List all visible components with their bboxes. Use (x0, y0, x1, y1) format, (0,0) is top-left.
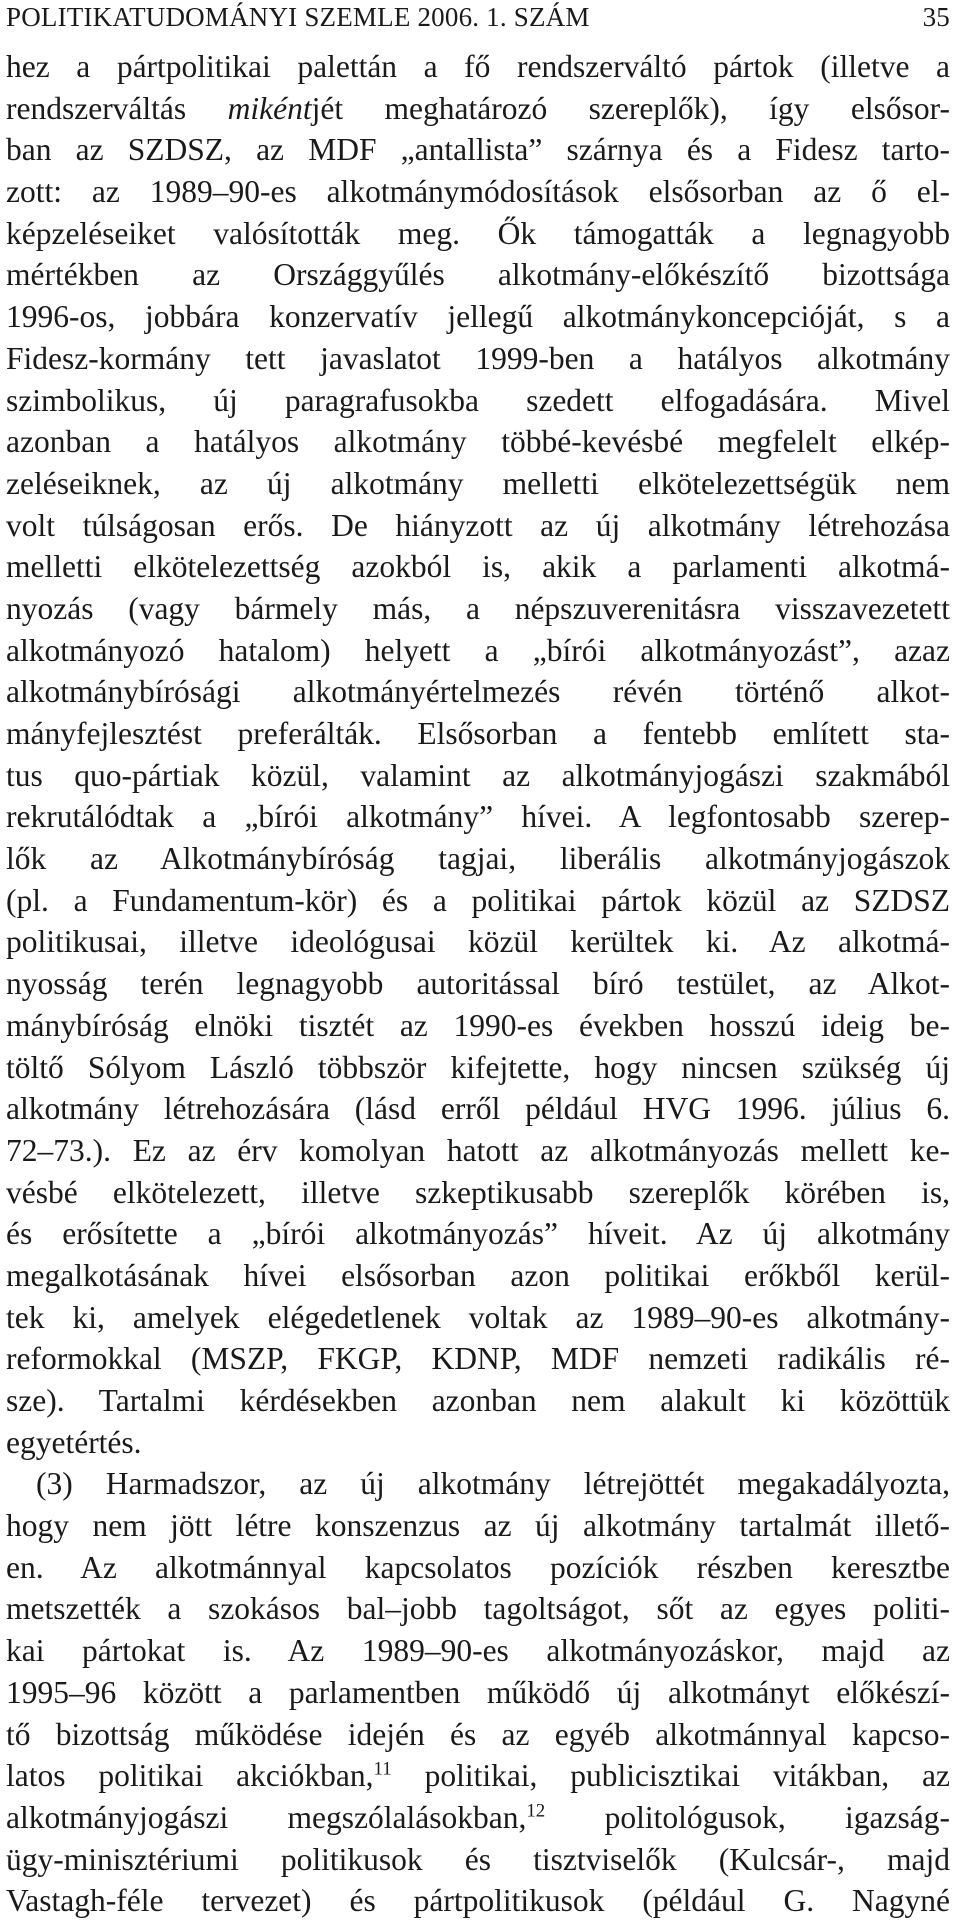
text-line: tő bizottság működése idején és az egyéb alkotmánnyal kapcso- (6, 1716, 950, 1752)
text-line: ban az SZDSZ, az MDF „antallista” szárnya és a Fidesz tarto- (6, 132, 950, 168)
text-fragment: latos politikai akciókban, (6, 1758, 374, 1794)
text-line: töltő Sólyom László többször kifejtette, hogy nincsen szükség új (6, 1049, 950, 1085)
italic-word: miként (227, 90, 312, 126)
text-fragment: alkotmányjogászi megszólalásokban, (6, 1799, 527, 1835)
text-line: alkotmánybírósági alkotmányértelmezés révén történő alkot- (6, 674, 950, 710)
text-fragment: jét meghatározó szereplők), így elsősor- (311, 90, 950, 126)
text-line: volt túlságosan erős. De hiányzott az új alkotmány létrehozása (6, 507, 950, 543)
text-line: (pl. a Fundamentum-kör) és a politikai pártok közül az SZDSZ (6, 882, 950, 918)
text-line: lők az Alkotmánybíróság tagjai, liberális alkotmányjogászok (6, 841, 950, 877)
footnote-ref-12[interactable]: 12 (526, 1800, 546, 1822)
text-line: szimbolikus, új paragrafusokba szedett elfogadására. Mivel (6, 382, 950, 418)
text-line: mánybíróság elnöki tisztét az 1990-es években hosszú ideig be- (6, 1007, 950, 1043)
text-line: Vastagh-féle tervezet) és pártpolitikusok (például G. Nagyné (6, 1883, 950, 1919)
text-line-with-footnote (6, 1797, 950, 1839)
text-line: hogy nem jött létre konszenzus az új alkotmány tartalmát illető- (6, 1508, 950, 1544)
text-line: 1995–96 között a parlamentben működő új alkotmányt előkészí- (6, 1674, 950, 1710)
text-line: metszették a szokásos bal–jobb tagoltságot, sőt az egyes politi- (6, 1591, 950, 1627)
text-line: hez a pártpolitikai palettán a fő rendszerváltó pártok (illetve a (6, 49, 950, 84)
text-line: ügy-minisztériumi politikusok és tisztviselők (Kulcsár-, majd (6, 1841, 950, 1877)
text-line: reformokkal (MSZP, FKGP, KDNP, MDF nemzeti radikális ré- (6, 1341, 950, 1377)
text-line-with-footnote (6, 1755, 950, 1797)
text-line-paragraph-start: (3) Harmadszor, az új alkotmány létrejöttét megakadályozta, (36, 1466, 950, 1502)
text-line: vésbé elkötelezett, illetve szkeptikusabb szereplők körében is, (6, 1174, 950, 1210)
text-line: rekrutálódtak a „bírói alkotmány” hívei. A legfontosabb szerep- (6, 799, 950, 835)
text-line: megalkotásának hívei elsősorban azon politikai erőkből kerül- (6, 1257, 950, 1293)
footnote-ref-11[interactable]: 11 (373, 1758, 392, 1780)
text-line: és erősítette a „bírói alkotmányozás” híveit. Az új alkotmány (6, 1216, 950, 1252)
text-line: kai pártokat is. Az 1989–90-es alkotmányozáskor, majd az (6, 1633, 950, 1669)
text-fragment: rendszerváltás (6, 90, 228, 126)
text-line: alkotmányozó hatalom) helyett a „bírói alkotmányozást”, azaz (6, 632, 950, 668)
page-number: 35 (922, 2, 950, 32)
text-line: azonban a hatályos alkotmány többé-kevésbé megfelelt elkép- (6, 424, 950, 460)
text-line: 72–73.). Ez az érv komolyan hatott az alkotmányozás mellett ke- (6, 1132, 950, 1168)
text-fragment: politológusok, igazság- (545, 1799, 950, 1835)
text-line: mányfejlesztést preferálták. Elsősorban a fentebb említett sta- (6, 716, 950, 751)
text-line-paragraph-end: egyetértés. (6, 1424, 142, 1460)
text-line: politikusai, illetve ideológusai közül kerültek ki. Az alkotmá- (6, 924, 950, 960)
text-line: en. Az alkotmánnyal kapcsolatos pozíciók részben keresztbe (6, 1549, 950, 1585)
text-line: 1996-os, jobbára konzervatív jellegű alkotmánykoncepcióját, s a (6, 299, 950, 335)
running-head (6, 0, 950, 36)
text-line: tus quo-pártiak közül, valamint az alkotmányjogászi szakmából (6, 757, 950, 793)
text-fragment: politikai, publicisztikai vitákban, az (391, 1758, 950, 1794)
text-line: alkotmány létrehozására (lásd erről például HVG 1996. július 6. (6, 1091, 950, 1127)
text-line-with-italic (6, 88, 950, 130)
body-text (6, 46, 950, 1922)
text-line: Fidesz-kormány tett javaslatot 1999-ben a hatályos alkotmány (6, 340, 950, 376)
text-line: nyosság terén legnagyobb autoritással bíró testület, az Alkot- (6, 966, 950, 1002)
text-line: sze). Tartalmi kérdésekben azonban nem alakult ki közöttük (6, 1383, 950, 1418)
text-line: képzeléseiket valósították meg. Ők támogatták a legnagyobb (6, 215, 950, 251)
text-line: melletti elkötelezettség azokból is, akik a parlamenti alkotmá- (6, 549, 950, 585)
text-line: zeléseiknek, az új alkotmány melletti elkötelezettségük nem (6, 465, 950, 501)
text-line: mértékben az Országgyűlés alkotmány-előkészítő bizottsága (6, 257, 950, 293)
text-line: tek ki, amelyek elégedetlenek voltak az 1989–90-es alkotmány- (6, 1299, 950, 1335)
journal-title: POLITIKATUDOMÁNYI SZEMLE 2006. 1. SZÁM (6, 2, 590, 32)
text-line: zott: az 1989–90-es alkotmánymódosítások elsősorban az ő el- (6, 174, 950, 210)
text-line: nyozás (vagy bármely más, a népszuverenitásra visszavezetett (6, 590, 950, 626)
